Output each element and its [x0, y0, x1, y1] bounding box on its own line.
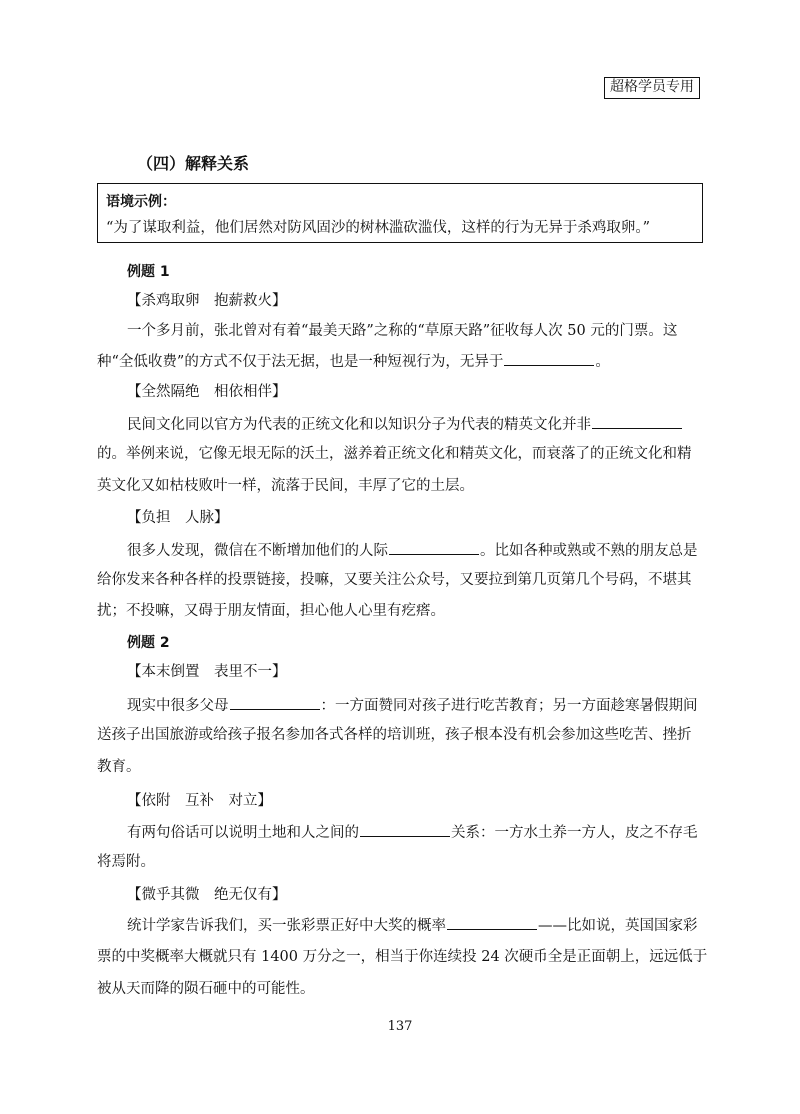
context-text: “为了谋取利益，他们居然对防风固沙的树林滥砍滥伐，这样的行为无异于杀鸡取卵。”: [106, 220, 651, 236]
q2-options: 【全然隔绝 相依相伴】: [127, 384, 287, 400]
context-example-box: [97, 183, 703, 243]
q4-line-3: 教育。: [97, 759, 141, 775]
q4-options: 【本末倒置 表里不一】: [127, 664, 287, 680]
q6-line-3: 被从天而降的陨石砸中的可能性。: [97, 981, 315, 997]
q2-answer-blank[interactable]: [592, 414, 682, 429]
q6-line-2: 票的中奖概率大概就只有 1400 万分之一，相当于你连续投 24 次硬币全是正面朝上，远远低于: [97, 949, 708, 965]
q2-line-1: 民间文化同以官方为代表的正统文化和以知识分子为代表的精英文化并非: [127, 414, 703, 435]
example-1-heading: 例题 1: [127, 264, 170, 280]
q1-answer-blank[interactable]: [504, 351, 594, 366]
q3-options: 【负担 人脉】: [127, 510, 229, 526]
q3-line-3: 扰；不投嘛，又碍于朋友情面，担心他人心里有疙瘩。: [97, 603, 445, 619]
q6-answer-blank[interactable]: [447, 915, 537, 930]
q5-line-2: 将焉附。: [97, 854, 155, 870]
q3-line-1: 很多人发现，微信在不断增加他们的人际 。比如各种或熟或不熟的朋友总是: [127, 540, 703, 561]
q4-answer-blank[interactable]: [230, 695, 320, 710]
context-label: 语境示例：: [106, 194, 176, 210]
q2-line-2: 的。举例来说，它像无垠无际的沃土，滋养着正统文化和精英文化，而衰落了的正统文化和精: [97, 446, 692, 462]
section-title: （四）解释关系: [137, 154, 250, 173]
q1-line-1: 一个多月前，张北曾对有着“最美天路”之称的“草原天路”征收每人次 50 元的门票。这: [127, 323, 678, 339]
q6-options: 【微乎其微 绝无仅有】: [127, 887, 287, 903]
q4-line-2: 送孩子出国旅游或给孩子报名参加各式各样的培训班，孩子根本没有机会参加这些吃苦、挫折: [97, 727, 692, 743]
q1-options: 【杀鸡取卵 抱薪救火】: [127, 293, 287, 309]
page-number: 137: [387, 1019, 413, 1034]
q5-line-1: 有两句俗话可以说明土地和人之间的 关系：一方水土养一方人，皮之不存毛: [127, 822, 703, 843]
q5-options: 【依附 互补 对立】: [127, 793, 272, 809]
q4-line-1: 现实中很多父母 ：一方面赞同对孩子进行吃苦教育；另一方面趁寒暑假期间: [127, 695, 703, 716]
example-2-heading: 例题 2: [127, 635, 170, 651]
student-only-badge: 超格学员专用: [604, 77, 700, 99]
q5-answer-blank[interactable]: [360, 822, 450, 837]
q2-line-3: 英文化又如枯枝败叶一样，流落于民间，丰厚了它的土层。: [97, 478, 474, 494]
q6-line-1: 统计学家告诉我们，买一张彩票正好中大奖的概率 ——比如说，英国国家彩: [127, 915, 703, 936]
q1-line-2: 种“全低收费”的方式不仅于法无据，也是一种短视行为，无异于 。: [97, 351, 703, 372]
q3-line-2: 给你发来各种各样的投票链接，投嘛，又要关注公众号，又要拉到第几页第几个号码，不堪其: [97, 572, 692, 588]
q3-answer-blank[interactable]: [389, 540, 479, 555]
